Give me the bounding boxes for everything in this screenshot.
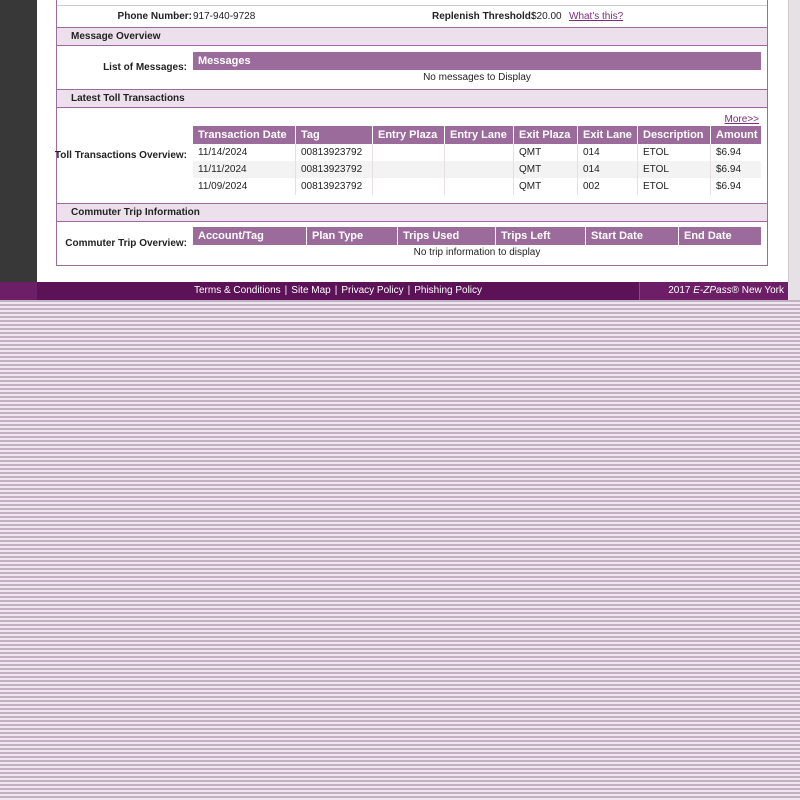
replenish-value: $20.00 xyxy=(531,11,562,22)
account-summary-panel xyxy=(56,0,768,266)
col-trips-used: Trips Used xyxy=(398,227,496,245)
phishing-policy-link[interactable]: Phishing Policy xyxy=(414,285,483,296)
message-overview-body xyxy=(57,46,767,89)
col-tag: Tag xyxy=(296,126,373,144)
col-exit-plaza: Exit Plaza xyxy=(514,126,578,144)
cell-tag: 00813923792 xyxy=(296,178,373,195)
footer-right-gutter xyxy=(788,282,800,300)
copyright-rest: ® New York xyxy=(731,285,784,296)
cell-tag: 00813923792 xyxy=(296,144,373,161)
cell-amount: $6.94 xyxy=(716,181,742,192)
table-row xyxy=(193,178,761,195)
commuter-trip-table xyxy=(193,227,761,245)
cell-description: ETOL xyxy=(638,178,711,195)
phone-value: 917-940-9728 xyxy=(193,11,256,22)
toll-table-header-row xyxy=(193,126,761,144)
footer-separator: | xyxy=(407,285,411,296)
cell-exit-plaza: QMT xyxy=(514,144,578,161)
col-description: Description xyxy=(638,126,711,144)
replenish-label: Replenish Threshold: xyxy=(432,11,535,22)
privacy-policy-link[interactable]: Privacy Policy xyxy=(341,285,404,296)
messages-empty-text: No messages to Display xyxy=(423,72,531,83)
main-content xyxy=(37,0,788,282)
cell-amount: $6.94 xyxy=(711,161,762,178)
table-row xyxy=(193,144,761,161)
col-end-date: End Date xyxy=(679,227,762,245)
col-transaction-date: Transaction Date xyxy=(193,126,296,144)
footer xyxy=(0,282,800,300)
cell-exit-lane: 002 xyxy=(578,178,638,195)
right-scroll-gutter xyxy=(788,0,800,282)
toll-transactions-header: Latest Toll Transactions xyxy=(57,89,767,108)
cell-entry-plaza xyxy=(373,178,445,195)
commuter-trip-body xyxy=(57,222,767,265)
commuter-row-label: Commuter Trip Overview: xyxy=(65,238,187,249)
cell-exit-plaza: QMT xyxy=(514,161,578,178)
copyright-year: 2017 xyxy=(668,285,694,296)
cell-entry-plaza xyxy=(373,144,445,161)
cell-date: 11/14/2024 xyxy=(193,144,296,161)
cell-date: 11/11/2024 xyxy=(193,161,296,178)
col-trips-left: Trips Left xyxy=(496,227,586,245)
cell-entry-lane xyxy=(445,178,514,195)
commuter-table-header-row xyxy=(193,227,761,245)
table-row xyxy=(193,161,761,178)
toll-transactions-table xyxy=(193,126,761,195)
footer-separator: | xyxy=(334,285,338,296)
col-start-date: Start Date xyxy=(586,227,679,245)
cell-exit-lane: 014 xyxy=(578,144,638,161)
commuter-empty-text: No trip information to display xyxy=(413,247,541,258)
messages-table-header: Messages xyxy=(193,52,761,70)
cell-entry-plaza xyxy=(373,161,445,178)
toll-transactions-body xyxy=(54,108,767,202)
footer-separator: | xyxy=(284,285,288,296)
whats-this-link[interactable]: What's this? xyxy=(569,11,624,22)
cell-date: 11/09/2024 xyxy=(193,178,296,195)
cell-amount: $6.94 xyxy=(716,147,742,158)
more-transactions-link[interactable]: More>> xyxy=(724,114,759,125)
copyright-brand: E-ZPass xyxy=(693,285,732,296)
cell-description: ETOL xyxy=(638,144,711,161)
footer-copyright xyxy=(639,282,788,300)
col-entry-plaza: Entry Plaza xyxy=(373,126,445,144)
cell-entry-lane xyxy=(445,144,514,161)
col-entry-lane: Entry Lane xyxy=(445,126,514,144)
site-map-link[interactable]: Site Map xyxy=(291,285,331,296)
cell-tag: 00813923792 xyxy=(296,161,373,178)
terms-link[interactable]: Terms & Conditions xyxy=(193,285,281,296)
commuter-trip-header: Commuter Trip Information xyxy=(57,203,767,222)
messages-row-label: List of Messages: xyxy=(103,62,187,73)
cell-exit-plaza: QMT xyxy=(514,178,578,195)
col-plan-type: Plan Type xyxy=(307,227,398,245)
cell-entry-lane xyxy=(445,161,514,178)
message-overview-header: Message Overview xyxy=(57,27,767,46)
phone-label: Phone Number: xyxy=(117,11,192,22)
cell-exit-lane: 014 xyxy=(578,161,638,178)
cell-description: ETOL xyxy=(638,161,711,178)
col-account-tag: Account/Tag xyxy=(193,227,307,245)
toll-row-label: Toll Transactions Overview: xyxy=(54,150,187,161)
footer-left-block xyxy=(0,282,37,300)
col-exit-lane: Exit Lane xyxy=(578,126,638,144)
left-sidebar xyxy=(0,0,37,282)
footer-links xyxy=(37,282,639,300)
col-amount: Amount xyxy=(711,126,762,144)
